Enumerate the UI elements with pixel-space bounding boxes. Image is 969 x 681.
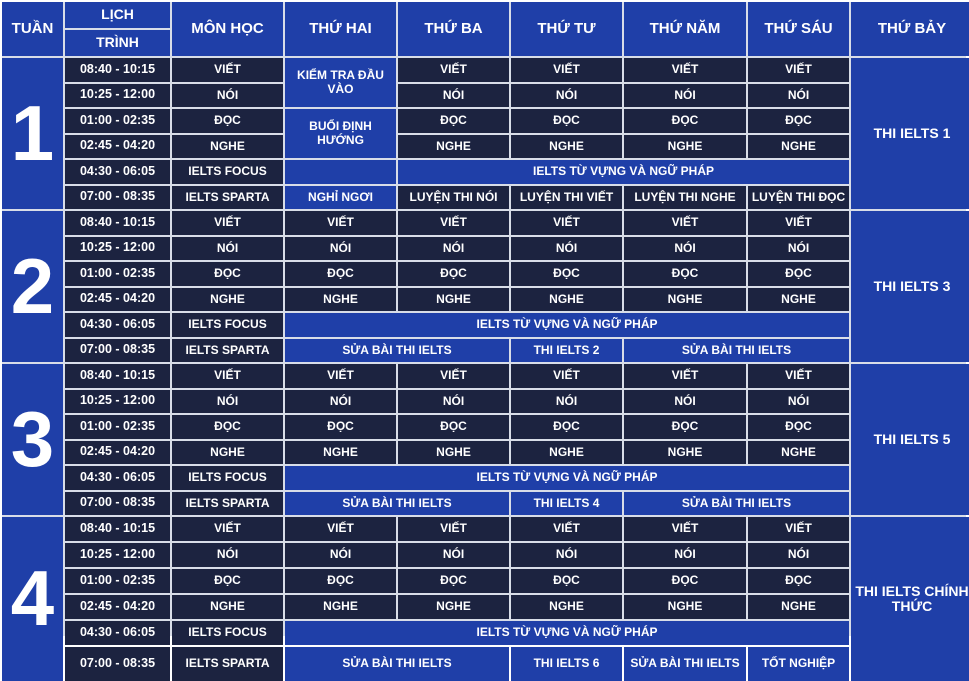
lesson-cell: NÓI <box>748 543 849 567</box>
lesson-cell: ĐỌC <box>748 262 849 286</box>
evening-cell: LUYỆN THI ĐỌC <box>748 186 849 210</box>
lesson-cell: NÓI <box>285 543 396 567</box>
evening-cell: SỬA BÀI THI IELTS <box>624 647 746 681</box>
saturday-exam: THI IELTS 5 <box>851 364 969 515</box>
time-slot: 01:00 - 02:35 <box>65 262 170 286</box>
header-subject: MÔN HỌC <box>172 2 283 56</box>
lesson-cell: ĐỌC <box>748 109 849 133</box>
lesson-cell: NGHE <box>511 595 622 619</box>
time-slot: 04:30 - 06:05 <box>65 466 170 490</box>
lesson-cell: NGHE <box>624 595 746 619</box>
subject-label: ĐỌC <box>172 415 283 439</box>
evening-cell: SỬA BÀI THI IELTS <box>285 339 509 363</box>
lesson-cell: NÓI <box>511 237 622 261</box>
lesson-cell: ĐỌC <box>398 569 509 593</box>
header-friday: THỨ SÁU <box>748 2 849 56</box>
header-saturday: THỨ BẢY <box>851 2 969 56</box>
subject-label: ĐỌC <box>172 569 283 593</box>
lesson-cell: NÓI <box>398 84 509 108</box>
lesson-cell: ĐỌC <box>624 262 746 286</box>
lesson-cell: VIẾT <box>398 58 509 82</box>
evening-cell: THI IELTS 4 <box>511 492 622 516</box>
vocab-grammar-cell: IELTS TỪ VỰNG VÀ NGỮ PHÁP <box>398 160 849 184</box>
lesson-cell: ĐỌC <box>398 109 509 133</box>
subject-label: NGHE <box>172 441 283 465</box>
subject-label: IELTS FOCUS <box>172 160 283 184</box>
subject-label: ĐỌC <box>172 109 283 133</box>
lesson-cell: VIẾT <box>511 364 622 388</box>
lesson-cell: NÓI <box>624 84 746 108</box>
lesson-cell: NÓI <box>398 390 509 414</box>
lesson-cell: VIẾT <box>748 364 849 388</box>
evening-cell: LUYỆN THI NÓI <box>398 186 509 210</box>
time-slot: 02:45 - 04:20 <box>65 441 170 465</box>
evening-cell: LUYỆN THI VIẾT <box>511 186 622 210</box>
lesson-cell: NGHE <box>748 595 849 619</box>
lesson-cell: VIẾT <box>624 211 746 235</box>
lesson-cell: ĐỌC <box>511 415 622 439</box>
subject-label: NÓI <box>172 390 283 414</box>
lesson-cell: NGHE <box>398 135 509 159</box>
lesson-cell: NGHE <box>624 288 746 312</box>
evening-cell: TỐT NGHIỆP <box>748 647 849 681</box>
time-slot: 07:00 - 08:35 <box>65 339 170 363</box>
lesson-cell: ĐỌC <box>398 415 509 439</box>
lesson-cell: ĐỌC <box>748 569 849 593</box>
lesson-cell: NÓI <box>398 237 509 261</box>
lesson-cell: VIẾT <box>398 364 509 388</box>
lesson-cell: NÓI <box>398 543 509 567</box>
header-monday: THỨ HAI <box>285 2 396 56</box>
lesson-cell: NGHE <box>748 135 849 159</box>
lesson-cell: NÓI <box>748 390 849 414</box>
lesson-cell: ĐỌC <box>511 262 622 286</box>
time-slot: 04:30 - 06:05 <box>65 621 170 645</box>
saturday-exam: THI IELTS 3 <box>851 211 969 362</box>
lesson-cell: VIẾT <box>285 364 396 388</box>
lesson-cell: NGHE <box>398 288 509 312</box>
time-slot: 07:00 - 08:35 <box>65 186 170 210</box>
lesson-cell: NGHE <box>285 595 396 619</box>
lesson-cell: ĐỌC <box>398 262 509 286</box>
time-slot: 08:40 - 10:15 <box>65 364 170 388</box>
lesson-cell: VIẾT <box>398 517 509 541</box>
evening-cell: SỬA BÀI THI IELTS <box>624 492 849 516</box>
header-wednesday: THỨ TƯ <box>511 2 622 56</box>
header-tuesday: THỨ BA <box>398 2 509 56</box>
time-slot: 10:25 - 12:00 <box>65 543 170 567</box>
vocab-grammar-cell: IELTS TỪ VỰNG VÀ NGỮ PHÁP <box>285 621 849 645</box>
lesson-cell: NÓI <box>285 237 396 261</box>
evening-cell: SỬA BÀI THI IELTS <box>624 339 849 363</box>
lesson-cell: ĐỌC <box>285 262 396 286</box>
lesson-cell: NGHE <box>398 441 509 465</box>
subject-label: ĐỌC <box>172 262 283 286</box>
lesson-cell: NÓI <box>748 84 849 108</box>
time-slot: 04:30 - 06:05 <box>65 313 170 337</box>
lesson-cell: VIẾT <box>748 211 849 235</box>
lesson-cell: NÓI <box>511 390 622 414</box>
time-slot: 01:00 - 02:35 <box>65 569 170 593</box>
lesson-cell: VIẾT <box>285 517 396 541</box>
week-number: 4 <box>2 517 63 681</box>
time-slot: 02:45 - 04:20 <box>65 595 170 619</box>
lesson-cell: NGHE <box>748 441 849 465</box>
lesson-cell: VIẾT <box>748 517 849 541</box>
lesson-cell: NÓI <box>285 390 396 414</box>
lesson-cell: ĐỌC <box>511 109 622 133</box>
subject-label: VIẾT <box>172 517 283 541</box>
lesson-cell: NÓI <box>624 237 746 261</box>
lesson-cell: NGHE <box>748 288 849 312</box>
week-number: 2 <box>2 211 63 362</box>
time-slot: 08:40 - 10:15 <box>65 517 170 541</box>
time-slot: 07:00 - 08:35 <box>65 492 170 516</box>
time-slot: 02:45 - 04:20 <box>65 288 170 312</box>
lesson-cell: VIẾT <box>511 517 622 541</box>
lesson-cell: ĐỌC <box>624 569 746 593</box>
lesson-cell: NÓI <box>511 543 622 567</box>
lesson-cell: NGHE <box>624 441 746 465</box>
time-slot: 10:25 - 12:00 <box>65 237 170 261</box>
time-slot: 04:30 - 06:05 <box>65 160 170 184</box>
subject-label: VIẾT <box>172 58 283 82</box>
empty-cell <box>285 160 396 184</box>
subject-label: IELTS SPARTA <box>172 186 283 210</box>
lesson-cell: ĐỌC <box>624 415 746 439</box>
lesson-cell: NÓI <box>624 543 746 567</box>
time-slot: 10:25 - 12:00 <box>65 390 170 414</box>
lesson-cell: VIẾT <box>511 58 622 82</box>
time-slot: 10:25 - 12:00 <box>65 84 170 108</box>
saturday-exam: THI IELTS CHÍNH THỨC <box>851 517 969 681</box>
lesson-cell: ĐỌC <box>285 415 396 439</box>
entry-test-cell: KIỂM TRA ĐẦU VÀO <box>285 58 396 107</box>
subject-label: IELTS SPARTA <box>172 492 283 516</box>
week-number: 1 <box>2 58 63 209</box>
lesson-cell: VIẾT <box>624 517 746 541</box>
subject-label: IELTS FOCUS <box>172 621 283 645</box>
lesson-cell: NGHE <box>511 135 622 159</box>
subject-label: IELTS FOCUS <box>172 313 283 337</box>
time-slot: 01:00 - 02:35 <box>65 109 170 133</box>
lesson-cell: ĐỌC <box>624 109 746 133</box>
evening-cell: THI IELTS 2 <box>511 339 622 363</box>
lesson-cell: NÓI <box>624 390 746 414</box>
evening-cell: SỬA BÀI THI IELTS <box>285 492 509 516</box>
subject-label: IELTS FOCUS <box>172 466 283 490</box>
subject-label: NÓI <box>172 84 283 108</box>
evening-cell: THI IELTS 6 <box>511 647 622 681</box>
lesson-cell: VIẾT <box>511 211 622 235</box>
time-slot: 01:00 - 02:35 <box>65 415 170 439</box>
subject-label: NGHE <box>172 135 283 159</box>
orientation-cell: BUỔI ĐỊNH HƯỚNG <box>285 109 396 158</box>
evening-cell: SỬA BÀI THI IELTS <box>285 647 509 681</box>
lesson-cell: NÓI <box>511 84 622 108</box>
lesson-cell: NGHE <box>285 288 396 312</box>
lesson-cell: NGHE <box>285 441 396 465</box>
time-slot: 08:40 - 10:15 <box>65 211 170 235</box>
lesson-cell: NGHE <box>511 288 622 312</box>
header-schedule-bottom: TRÌNH <box>65 30 170 56</box>
time-slot: 08:40 - 10:15 <box>65 58 170 82</box>
schedule-table <box>2 2 969 671</box>
lesson-cell: VIẾT <box>748 58 849 82</box>
lesson-cell: VIẾT <box>398 211 509 235</box>
subject-label: NGHE <box>172 288 283 312</box>
subject-label: VIẾT <box>172 211 283 235</box>
vocab-grammar-cell: IELTS TỪ VỰNG VÀ NGỮ PHÁP <box>285 466 849 490</box>
lesson-cell: ĐỌC <box>511 569 622 593</box>
subject-label: IELTS SPARTA <box>172 339 283 363</box>
header-schedule-top: LỊCH <box>65 2 170 28</box>
time-slot: 02:45 - 04:20 <box>65 135 170 159</box>
lesson-cell: VIẾT <box>624 58 746 82</box>
lesson-cell: NÓI <box>748 237 849 261</box>
lesson-cell: VIẾT <box>624 364 746 388</box>
lesson-cell: NGHE <box>624 135 746 159</box>
header-week: TUẦN <box>2 2 63 56</box>
saturday-exam: THI IELTS 1 <box>851 58 969 209</box>
lesson-cell: VIẾT <box>285 211 396 235</box>
lesson-cell: ĐỌC <box>748 415 849 439</box>
subject-label: NÓI <box>172 543 283 567</box>
evening-cell: NGHỈ NGƠI <box>285 186 396 210</box>
lesson-cell: NGHE <box>511 441 622 465</box>
subject-label: VIẾT <box>172 364 283 388</box>
lesson-cell: ĐỌC <box>285 569 396 593</box>
lesson-cell: NGHE <box>398 595 509 619</box>
subject-label: NGHE <box>172 595 283 619</box>
vocab-grammar-cell: IELTS TỪ VỰNG VÀ NGỮ PHÁP <box>285 313 849 337</box>
time-slot: 07:00 - 08:35 <box>65 647 170 681</box>
header-thursday: THỨ NĂM <box>624 2 746 56</box>
evening-cell: LUYỆN THI NGHE <box>624 186 746 210</box>
subject-label: IELTS SPARTA <box>172 647 283 681</box>
week-number: 3 <box>2 364 63 515</box>
subject-label: NÓI <box>172 237 283 261</box>
